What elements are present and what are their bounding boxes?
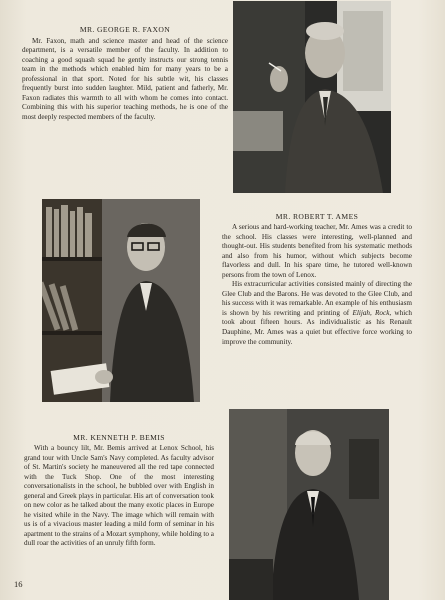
page-number: 16 [14, 579, 23, 589]
ames-paragraph-2: His extracurricular activities consisted mainly of directing the Glee Club and the Barons. He was devoted to the Glee Club, and his success with it was remarkable. An example of his enthusiasm is shown by his rewriting and printing of Elijah, Rock, which took about fifteen hours. As individualistic as his Renault Dauphine, Mr. Ames was a quiet but effective force working to improve the community. [222, 280, 412, 346]
faxon-heading: MR. GEORGE R. FAXON [79, 25, 171, 34]
faxon-bio [22, 37, 228, 123]
faxon-photo [233, 1, 391, 193]
ames-heading: MR. ROBERT T. AMES [275, 212, 359, 221]
elijah-rock-title: Elijah, Rock [352, 308, 390, 317]
ames-bio [222, 223, 412, 347]
bemis-photo [229, 409, 389, 600]
ames-photo [42, 199, 200, 402]
bemis-heading: MR. KENNETH P. BEMIS [73, 433, 165, 442]
faxon-paragraph: Mr. Faxon, math and science master and head of the science department, is a versatile member of the faculty. In addition to coaching a good squash squad he gently instructs our strong tennis team in the methods which enabled him for many years to be a professional in that sport. Noted for his subtle wit, his classes frequently burst into sudden laughter. Mild, patient and fatherly, Mr. Faxon radiates this warmth to all with whom he comes into contact. Combining this with his superior teaching methods, he is one of the most deeply respected members of the faculty. [22, 36, 228, 121]
bemis-paragraph: With a bouncy lilt, Mr. Bemis arrived at Lenox School, his grand tour with Uncle Sam's Navy completed. As faculty advisor of St. Martin's society he maneuvered all the red tape connected with the Tuck Shop. One of the most interesting conversationalists in the school, he bubbled over with English in general and Greek plays in particular. His art of conversation took on new color as he talked about the many exotic places in Europe he visited while in the Navy. The image which will remain with us is of a vivacious master leading a mild form of seminar in his apartment to the strains of a Mozart symphony, while holding to a dull roar the activities of an unruly fifth form. [24, 444, 214, 548]
bemis-bio [24, 444, 214, 549]
ames-paragraph-1: A serious and hard-working teacher, Mr. Ames was a credit to the school. His classes were interesting, well-planned and thought-out. His students benefited from his systematic methods and also from his humor, without which subjects become flavorless and dull. In his spare time, he tutored well-known persons from the town of Lenox. [222, 223, 412, 279]
